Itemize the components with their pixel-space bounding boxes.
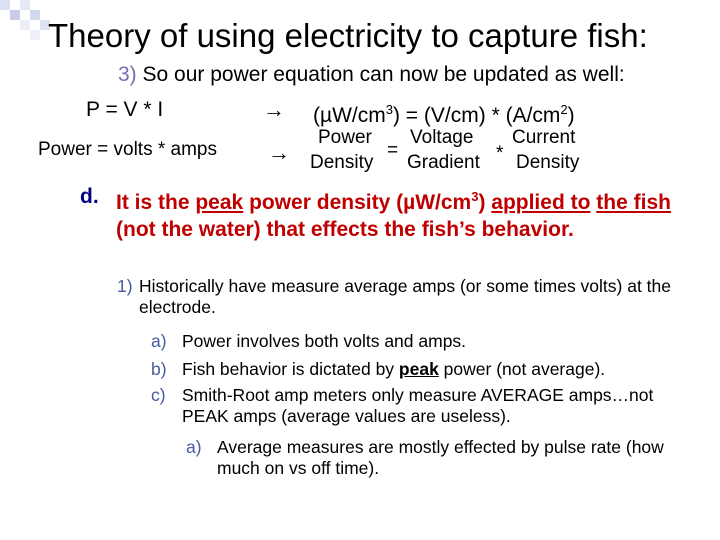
point-d-text	[116, 183, 680, 243]
eq1-sup2: 2	[560, 102, 568, 117]
subtitle-number: 3)	[118, 63, 137, 86]
equation2-left: Power = volts * amps	[38, 139, 217, 160]
point-d-applied-to: applied to	[491, 191, 591, 214]
eq1-sup1: 3	[385, 102, 393, 117]
list-item-text: Power involves both volts and amps.	[182, 331, 467, 351]
times-sign: *	[496, 143, 504, 164]
point-d-the-fish: the fish	[596, 191, 671, 214]
list-item	[186, 437, 701, 479]
equation1-left: P = V * I	[86, 98, 164, 121]
eq1-right-prefix: (µW/cm	[313, 104, 386, 127]
subtitle	[118, 62, 625, 88]
list-item-text: Smith-Root amp meters only measure AVERAGE amps…not PEAK amps (average values are useless).	[182, 385, 654, 426]
term-power: Power	[318, 127, 372, 148]
term-current: Current	[512, 127, 576, 148]
deco-square	[30, 10, 40, 20]
list-item-text-before: Fish behavior is dictated by	[182, 359, 399, 379]
list-item-text: Average measures are mostly effected by pulse rate (how much on vs off time).	[217, 437, 664, 478]
eq1-right-suffix: )	[567, 104, 575, 127]
term-density: Density	[310, 152, 374, 173]
list-item-label: c)	[151, 385, 166, 405]
list-item-text: Historically have measure average amps (or some times volts) at the electrode.	[139, 276, 672, 317]
list-item-text	[182, 359, 711, 380]
list-item-label: 1)	[117, 276, 133, 296]
point-d-part1: It is the	[116, 191, 196, 214]
term-density-2: Density	[516, 152, 580, 173]
point-d	[80, 183, 680, 243]
deco-square	[20, 0, 30, 10]
list-item-label: a)	[151, 331, 167, 351]
equation1-right	[313, 97, 575, 129]
deco-square	[30, 30, 40, 40]
point-d-label: d.	[80, 185, 99, 208]
point-d-peak: peak	[195, 191, 244, 214]
list-item-label: b)	[151, 359, 167, 379]
subtitle-text: So our power equation can now be updated as well:	[142, 63, 625, 86]
list-item	[117, 276, 707, 318]
equation1-arrow: →	[263, 97, 285, 122]
deco-square	[10, 10, 20, 20]
point-d-part2: power density (µW/cm	[243, 191, 472, 214]
slide-title: Theory of using electricity to capture fish:	[48, 17, 648, 54]
list-item-text-after: power (not average).	[438, 359, 606, 379]
list-item-label: a)	[186, 437, 202, 457]
deco-square	[20, 20, 30, 30]
point-d-sup: 3	[471, 189, 479, 204]
equals-sign: =	[387, 140, 399, 161]
list-item-peak: peak	[398, 359, 439, 379]
list-item	[151, 359, 711, 380]
equation2-arrow: →	[268, 140, 290, 165]
eq1-right-mid: ) = (V/cm) * (A/cm	[392, 104, 561, 127]
term-gradient: Gradient	[407, 152, 480, 173]
list-item	[151, 385, 696, 427]
point-d-part3: )	[478, 191, 492, 214]
term-voltage: Voltage	[410, 127, 474, 148]
list-item	[151, 331, 711, 352]
deco-square	[0, 0, 10, 10]
point-d-part5: (not the water) that effects the fish’s behavior.	[116, 218, 574, 241]
